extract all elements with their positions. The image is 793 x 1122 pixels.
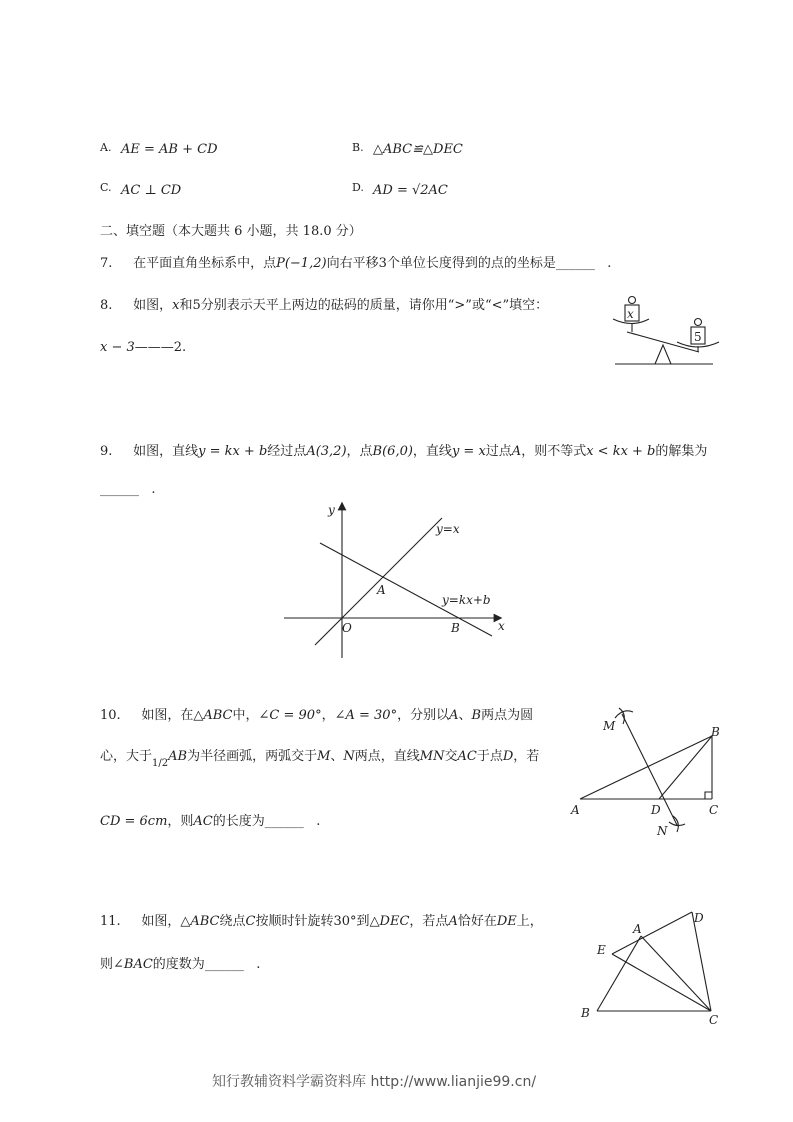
option-a-expr: AE = AB + CD (121, 142, 218, 157)
point-a-label: A (377, 583, 386, 597)
q7-point-p: P(−1,2) (276, 256, 327, 271)
q8-answer-blank[interactable]: ——— (134, 340, 174, 355)
section-title: 二、填空题（本大题共 6 小题，共 18.0 分） (100, 224, 362, 239)
q7-text-1: 在平面直角坐标系中，点 (133, 256, 277, 271)
q10-text-3: ，分别以 (397, 708, 450, 723)
q10-d: D (502, 749, 514, 764)
q9-end: . (151, 482, 156, 497)
balance-scale-figure (605, 292, 725, 372)
question-number: 8. (100, 298, 113, 313)
y-axis-label: y (328, 503, 335, 517)
q11-triangle: △ABC (180, 914, 220, 929)
q10-text-6: 心，大于 (100, 749, 153, 764)
q9-line-2 (100, 482, 156, 497)
q11-text-7: 上， (516, 914, 543, 929)
q10-m: M (317, 749, 331, 764)
point-m-label: M (603, 719, 616, 733)
point-b-label: B (451, 621, 460, 635)
q11-text-8: 则 (100, 957, 114, 972)
option-b-label: B. (352, 141, 364, 154)
question-number: 11. (100, 914, 121, 929)
q8-text-3: 分别表示天平上两边的砝码的质量，请你用“ (200, 298, 455, 313)
q9-text-5: 过点 (485, 444, 512, 459)
q10-angle-a: ∠A = 30° (334, 708, 398, 723)
q10-text-11: 于点 (476, 749, 503, 764)
q7-number: 3 (378, 256, 387, 271)
q10-text-4: 、 (458, 708, 472, 723)
q11-a: A (448, 914, 458, 929)
q10-sep: ， (321, 708, 335, 723)
footer-watermark: 知行教辅资料学霸资料库 http://www.lianjie99.cn/ (212, 1074, 537, 1090)
q9-line: y = kx + b (198, 444, 268, 459)
line-yx-label: y=x (436, 522, 460, 536)
q9-text-1: 如图，直线 (133, 444, 199, 459)
q10-text-9: 两点，直线 (354, 749, 420, 764)
point-b-label: B (581, 1006, 590, 1020)
q10-text-8: 、 (330, 749, 344, 764)
point-b-label: B (711, 725, 720, 739)
q8-expression: x − 3 (100, 340, 135, 355)
point-d-label: D (651, 803, 661, 817)
q10-text-2: 中， (232, 708, 259, 723)
q11-text-3: 按顺时针旋转 (255, 914, 334, 929)
q11-triangle-2: △DEC (369, 914, 410, 929)
q11-de: DE (496, 914, 517, 929)
q10-end: . (316, 814, 321, 829)
q10-ac: AC (457, 749, 477, 764)
q11-degrees: 30° (333, 914, 357, 929)
option-c-label: C. (100, 181, 112, 194)
q10-triangle-figure (565, 700, 730, 845)
option-a-label: A. (100, 141, 112, 154)
q10-b: B (471, 708, 482, 723)
scale-beam (627, 332, 699, 352)
q10-angle-c: ∠C = 90° (258, 708, 322, 723)
origin-label: O (342, 621, 352, 635)
side-dc (692, 912, 711, 1011)
q9-text-3: ，点 (346, 444, 373, 459)
q10-text-5: 两点为圆 (481, 708, 534, 723)
q11-end: . (256, 957, 261, 972)
q9-text-2: 经过点 (267, 444, 307, 459)
q9-point-b: B(6,0) (372, 444, 413, 459)
right-angle-mark (705, 792, 712, 799)
point-a-label: A (633, 922, 642, 936)
point-d-label: D (694, 911, 704, 925)
question-11 (100, 910, 543, 929)
line-mn (622, 714, 677, 825)
q8-line-2 (100, 340, 186, 355)
q10-text-14: 的长度为 (212, 814, 265, 829)
segment-bd (659, 736, 712, 799)
q11-text-6: 恰好在 (457, 914, 497, 929)
q9-inequality: x < kx + b (586, 444, 656, 459)
option-c-expr: AC ⊥ CD (121, 183, 182, 198)
q10-n: N (343, 749, 355, 764)
q9-answer-blank[interactable]: ______ (100, 482, 139, 497)
q8-lt: < (491, 298, 503, 313)
q10-text-13: ，则 (167, 814, 194, 829)
q7-answer-blank[interactable]: ______ (555, 256, 595, 271)
q10-cd: CD = 6cm (100, 814, 168, 829)
x-axis-label: x (498, 619, 505, 633)
q11-text-4: 到 (356, 914, 370, 929)
q8-gt: > (454, 298, 466, 313)
line-kxb-label: y=kx+b (442, 593, 491, 607)
point-e-label: E (597, 943, 606, 957)
q11-text-1: 如图， (141, 914, 181, 929)
q11-text-2: 绕点 (219, 914, 246, 929)
question-7 (100, 252, 611, 271)
q8-text-4: ”或“ (465, 298, 492, 313)
q7-end: . (607, 256, 612, 271)
q11-line-2 (100, 953, 260, 972)
q7-text-3: 个单位长度得到的点的坐标是 (386, 256, 556, 271)
q11-angle-bac: ∠BAC (113, 957, 153, 972)
q10-answer-blank[interactable]: ______ (264, 814, 304, 829)
side-ec (612, 954, 711, 1011)
q10-text-7: 为半径画弧，两弧交于 (187, 749, 318, 764)
q10-mn: MN (419, 749, 445, 764)
q9-line-yx: y = x (451, 444, 486, 459)
question-number: 10. (100, 708, 121, 723)
question-10 (100, 704, 533, 723)
point-c-label: C (709, 1013, 719, 1027)
q11-text-5: ，若点 (409, 914, 449, 929)
q11-text-9: 的度数为 (152, 957, 205, 972)
scale-fulcrum (655, 345, 671, 364)
q8-text-1: 如图， (133, 298, 173, 313)
option-d-expr: AD = √2AC (373, 183, 448, 198)
q10-ab: AB (168, 749, 188, 764)
option-b-expr: △ABC≌△DEC (373, 142, 463, 157)
q8-number-5: 5 (192, 298, 201, 313)
q9-point-a: A(3,2) (306, 444, 347, 459)
q10-line-3 (100, 810, 320, 829)
q8-var-x: x (172, 298, 180, 313)
q9-coordinate-figure (280, 498, 510, 663)
line-y-equals-x (315, 518, 442, 645)
q8-text-5: ”填空： (502, 298, 549, 313)
q9-text-6: ，则不等式 (521, 444, 587, 459)
question-number: 9. (100, 444, 113, 459)
q10-a: A (449, 708, 459, 723)
option-d-label: D. (352, 181, 364, 194)
q9-text-7: 的解集为 (655, 444, 708, 459)
q11-rotation-figure (575, 900, 730, 1030)
q7-text-2: 向右平移 (326, 256, 379, 271)
question-number: 7. (100, 256, 113, 271)
point-a-label: A (571, 803, 580, 817)
q9-text-4: ，直线 (412, 444, 452, 459)
q11-c: C (245, 914, 256, 929)
q8-text-2: 和 (179, 298, 193, 313)
side-ab (580, 736, 712, 799)
side-ac (641, 936, 711, 1011)
q10-text-10: 交 (444, 749, 458, 764)
q11-answer-blank[interactable]: ______ (204, 957, 244, 972)
question-9 (100, 440, 707, 459)
q10-ac-2: AC (193, 814, 213, 829)
q10-half: 1/2 (152, 758, 169, 769)
q9-a: A (511, 444, 522, 459)
point-n-label: N (657, 824, 668, 838)
q10-line-2 (100, 745, 539, 769)
left-weight-label: x (627, 307, 634, 321)
question-8 (100, 294, 548, 313)
q10-text-1: 如图，在 (141, 708, 194, 723)
right-weight-label: 5 (694, 330, 702, 344)
point-c-label: C (709, 803, 719, 817)
q10-text-12: ，若 (513, 749, 540, 764)
q10-triangle: △ABC (193, 708, 233, 723)
q8-tail: 2. (173, 340, 187, 355)
